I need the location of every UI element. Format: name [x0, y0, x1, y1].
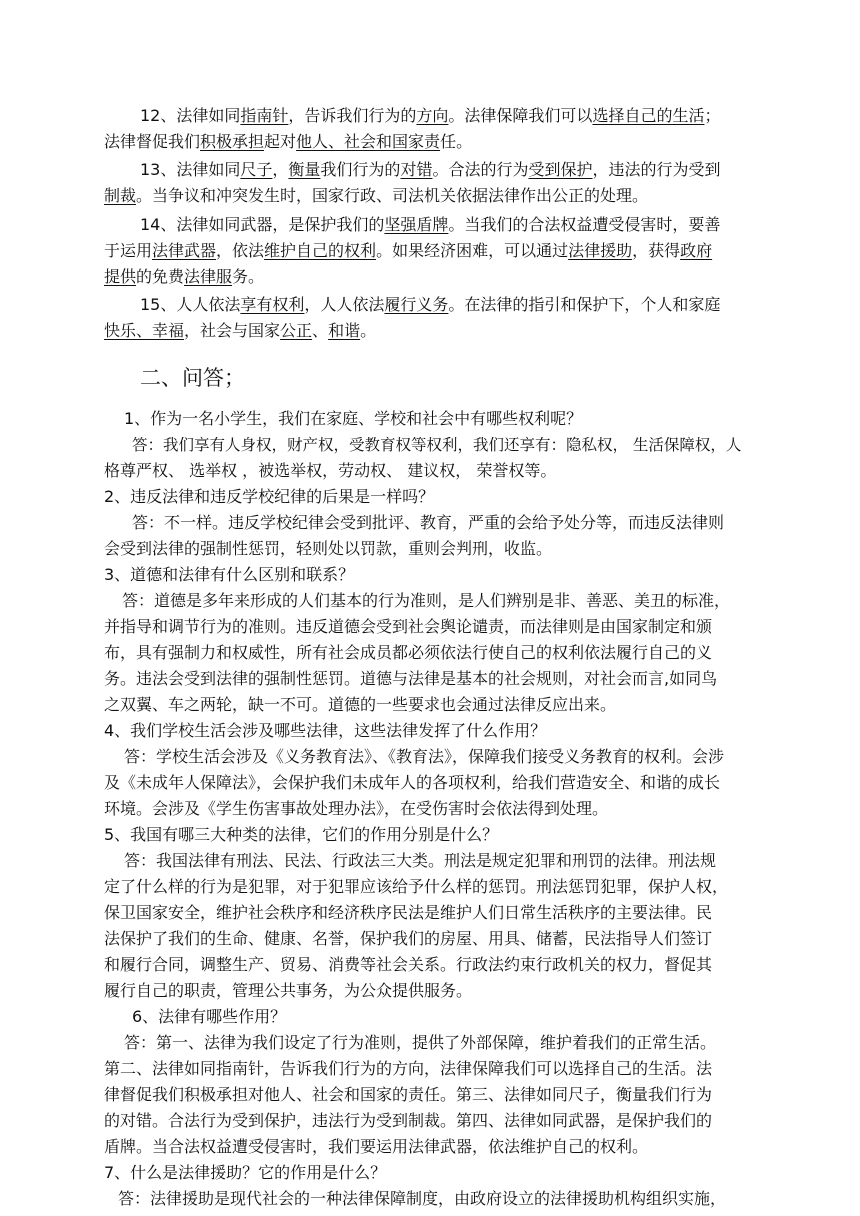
- item-15-line-1: [104, 292, 774, 318]
- answer-5-line: 法保护了我们的生命、健康、名誉，保护我们的房屋、用具、储蓄，民法指导人们签订: [104, 929, 713, 948]
- answer-blank: 公正: [280, 321, 313, 340]
- item-12-line-1: [104, 103, 774, 129]
- text: 法律督促我们: [104, 132, 201, 151]
- answer-6-line: 的对错。合法行为受到保护，违法行为受到制裁。第四、法律如同武器，是保护我们的: [104, 1111, 713, 1130]
- answer-3-line: 务。违法会受到法律的强制性惩罚。道德与法律是基本的社会规则，对社会而言,如同鸟: [104, 669, 718, 688]
- text: ，告诉我们行为的: [288, 106, 417, 125]
- item-14-line-1: [104, 212, 774, 238]
- answer-blank: 坚强盾牌: [384, 215, 449, 234]
- text: 务。: [232, 267, 265, 286]
- answer-5-line: 保卫国家安全，维护社会秩序和经济秩序民法是维护人们日常生活秩序的主要法律。民: [104, 903, 713, 922]
- section-heading: 二、问答；: [140, 366, 245, 390]
- question-7: 7、什么是法律援助？它的作用是什么？: [104, 1163, 387, 1182]
- text: ，违法的行为受到: [592, 160, 721, 179]
- text: 14、法律如同武器，是保护我们的: [140, 215, 385, 234]
- fill-item-15: [104, 292, 774, 344]
- text: ，社会与国家: [184, 321, 281, 340]
- answer-4-line: 答：学校生活会涉及《义务教育法》、《教育法》，保障我们接受义务教育的权利。会涉: [124, 747, 725, 766]
- text: ；: [704, 106, 721, 125]
- text: 。如果经济困难，可以通过: [376, 241, 569, 260]
- answer-5-line: 答：我国法律有刑法、民法、行政法三大类。刑法是规定犯罪和刑罚的法律。刑法规: [124, 851, 717, 870]
- answer-2-line: 答：不一样。违反学校纪律会受到批评、教育，严重的会给予处分等，而违反法律则: [132, 513, 725, 532]
- text: ，人人依法: [304, 295, 385, 314]
- item-12-line-2: [104, 129, 774, 155]
- question-3: 3、道德和法律有什么区别和联系？: [104, 565, 355, 584]
- answer-5-line: 履行自己的职责，管理公共事务，为公众提供服务。: [104, 981, 473, 1000]
- item-14-line-3: [104, 264, 774, 290]
- text: 。: [360, 321, 377, 340]
- answer-blank: 政府: [680, 241, 713, 260]
- answer-5-line: 和履行合同，调整生产、贸易、消费等社会关系。行政法约束行政机关的权力，督促其: [104, 955, 713, 974]
- answer-blank: 制裁: [104, 186, 137, 205]
- answer-blank: 对错: [400, 160, 433, 179]
- text: 。当我们的合法权益遭受侵害时，要善: [448, 215, 721, 234]
- text: 。法律保障我们可以: [448, 106, 593, 125]
- answer-blank: 衡量: [288, 160, 321, 179]
- answer-1-line: 答：我们享有人身权，财产权，受教育权等权利，我们还享有：隐私权， 生活保障权，人: [132, 436, 742, 454]
- answer-3-line: 之双翼、车之两轮，缺一不可。道德的一些要求也会通过法律反应出来。: [104, 695, 617, 714]
- answer-6-line: 第二、法律如同指南针，告诉我们行为的方向，法律保障我们可以选择自己的生活。法: [104, 1059, 713, 1078]
- qa-section: [104, 406, 774, 1212]
- text: 任。: [440, 132, 473, 151]
- answer-6-line: 律督促我们积极承担对他人、社会和国家的责任。第三、法律如同尺子，衡量我们行为: [104, 1085, 713, 1104]
- text: 。合法的行为: [432, 160, 529, 179]
- answer-blank: 维护自己的权利: [264, 241, 377, 260]
- answer-1-line: 格尊严权、 选举权 ，被选举权，劳动权、 建议权， 荣誉权等。: [104, 461, 557, 480]
- answer-blank: 快乐、幸福: [104, 321, 185, 340]
- text: 13、法律如同: [140, 160, 241, 179]
- answer-5-line: 定了什么样的行为是犯罪，对于犯罪应该给予什么样的惩罚。刑法惩罚犯罪，保护人权，: [104, 877, 729, 896]
- item-14-line-2: [104, 238, 774, 264]
- text: 12、法律如同: [140, 106, 241, 125]
- text: ，依法: [216, 241, 265, 260]
- answer-blank: 法律援助: [568, 241, 633, 260]
- answer-blank: 受到保护: [528, 160, 593, 179]
- text: 起对: [264, 132, 297, 151]
- text: 的免费: [136, 267, 185, 286]
- item-13-line-1: [104, 157, 774, 183]
- answer-6-line: 答：第一、法律为我们设定了行为准则，提供了外部保障，维护着我们的正常生活。: [124, 1033, 717, 1052]
- item-15-line-2: [104, 318, 774, 344]
- text: ，获得: [632, 241, 681, 260]
- text: 于运用: [104, 241, 153, 260]
- answer-blank: 指南针: [240, 106, 289, 125]
- answer-6-line: 盾牌。当合法权益遭受侵害时，我们要运用法律武器，依法维护自己的权利。: [104, 1137, 649, 1156]
- answer-blank: 和谐: [328, 321, 361, 340]
- answer-3-line: 布，具有强制力和权威性，所有社会成员都必须依法行使自己的权利依法履行自己的义: [104, 643, 713, 662]
- answer-4-line: 及《未成年人保障法》，会保护我们未成年人的各项权利，给我们营造安全、和谐的成长: [104, 773, 721, 792]
- answer-4-line: 环境。会涉及《学生伤害事故处理办法》，在受伤害时会依法得到处理。: [104, 799, 609, 818]
- fill-item-14: [104, 212, 774, 290]
- answer-blank: 提供: [104, 267, 137, 286]
- answer-blank: 法律服: [184, 267, 233, 286]
- question-6: 6、法律有哪些作用？: [132, 1007, 287, 1026]
- answer-7-line: 答：法律援助是现代社会的一种法律保障制度，由政府设立的法律援助机构组织实施，: [118, 1189, 727, 1208]
- fill-item-13: [104, 157, 774, 209]
- answer-blank: 积极承担: [200, 132, 265, 151]
- item-13-line-2: [104, 183, 774, 209]
- answer-blank: 方向: [416, 106, 449, 125]
- text: 我们行为的: [320, 160, 401, 179]
- text: ，: [272, 160, 289, 179]
- text: 。在法律的指引和保护下，个人和家庭: [448, 295, 721, 314]
- answer-3-line: 并指导和调节行为的准则。违反道德会受到社会舆论谴责，而法律则是由国家制定和颁: [104, 617, 713, 636]
- answer-blank: 选择自己的生活: [592, 106, 705, 125]
- question-2: 2、违反法律和违反学校纪律的后果是一样吗？: [104, 487, 435, 506]
- text: 15、人人依法: [140, 295, 241, 314]
- question-1: 1、作为一名小学生，我们在家庭、学校和社会中有哪些权利呢？: [124, 409, 583, 428]
- question-5: 5、我国有哪三大种类的法律，它们的作用分别是什么？: [104, 825, 499, 844]
- text: 、: [312, 321, 329, 340]
- answer-blank: 享有权利: [240, 295, 305, 314]
- answer-blank: 他人、社会和国家责: [296, 132, 441, 151]
- text: 。当争议和冲突发生时，国家行政、司法机关依据法律作出公正的处理。: [136, 186, 649, 205]
- answer-blank: 履行义务: [384, 295, 449, 314]
- answer-2-line: 会受到法律的强制性惩罚，轻则处以罚款，重则会判刑，收监。: [104, 539, 553, 558]
- fill-item-12: [104, 103, 774, 155]
- question-4: 4、我们学校生活会涉及哪些法律，这些法律发挥了什么作用？: [104, 721, 547, 740]
- answer-blank: 法律武器: [152, 241, 217, 260]
- answer-blank: 尺子: [240, 160, 273, 179]
- answer-3-line: 答：道德是多年来形成的人们基本的行为准则，是人们辨别是非、善恶、美丑的标准，: [122, 591, 731, 610]
